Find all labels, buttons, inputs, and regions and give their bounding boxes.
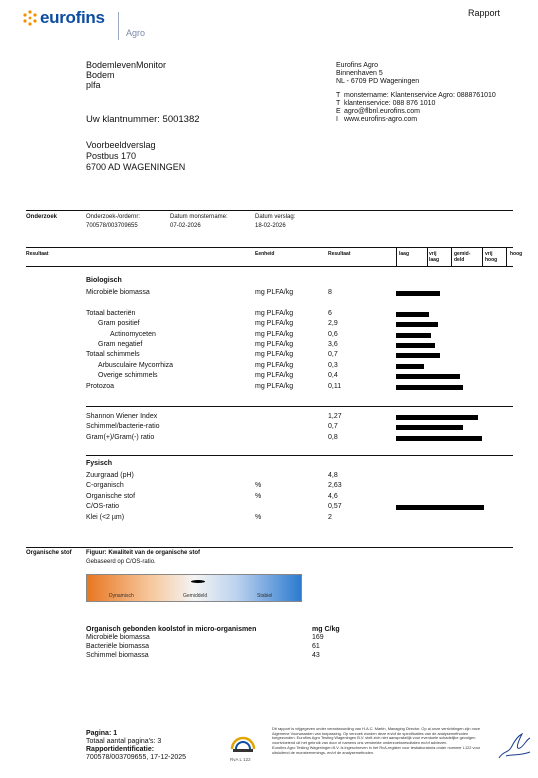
- result-unit: %: [255, 482, 262, 490]
- result-value: 2: [328, 513, 332, 521]
- sample-date-label: Datum monstername:: [170, 214, 228, 220]
- carbon-row-name: Microbiële biomassa: [86, 634, 150, 641]
- result-name: Gram positief: [98, 320, 140, 328]
- result-name: Organische stof: [86, 492, 136, 500]
- contact-value[interactable]: www.eurofins-agro.com: [344, 116, 418, 123]
- carbon-title: Organisch gebonden koolstof in micro-organismen: [86, 626, 257, 633]
- carbon-row: [86, 651, 346, 660]
- scale-marker: [191, 580, 205, 583]
- rva-logo: [228, 727, 258, 767]
- result-name: Protozoa: [86, 382, 115, 390]
- result-name: Schimmel/bacterie-ratio: [86, 423, 160, 431]
- contact-key: I: [336, 116, 338, 123]
- result-row: [0, 298, 538, 308]
- group-title: Fysisch: [86, 460, 113, 467]
- result-value: 0,11: [328, 382, 342, 390]
- carbon-row-value: 61: [312, 643, 320, 650]
- lab-line: NL - 6709 PD Wageningen: [336, 78, 420, 85]
- carbon-row-name: Schimmel biomassa: [86, 652, 149, 659]
- group-divider: [86, 406, 513, 407]
- result-unit: mg PLFA/kg: [255, 351, 294, 359]
- result-row: [0, 288, 538, 298]
- figure-rule: [26, 547, 513, 548]
- result-level-bar: [396, 343, 435, 348]
- result-name: Zuurgraad (pH): [86, 472, 134, 479]
- report-id-label: Rapportidentificatie:: [86, 746, 155, 753]
- result-level-bar: [396, 353, 440, 358]
- level-header-fairly-high: vrij hoog: [485, 251, 498, 263]
- report-date-value: 18-02-2026: [255, 223, 286, 229]
- result-unit: mg PLFA/kg: [255, 382, 294, 390]
- result-row: [0, 502, 538, 512]
- result-unit: mg PLFA/kg: [255, 309, 294, 317]
- address-line: Voorbeeldverslag: [86, 140, 156, 150]
- result-row: [0, 481, 538, 491]
- contact-value: klantenservice: 088 876 1010: [344, 100, 436, 107]
- signature: [496, 728, 534, 764]
- figure-subtitle: Gebaseerd op C/OS-ratio.: [86, 559, 156, 565]
- result-row: [0, 412, 538, 422]
- disclaimer-text: Eurofins Agro Testing Wageningen B.V. is ingeschreven in het RvA-register voor testlaboratoria onder nummer L122 voor uitsluitend de monsternemings- en/of de analysemethoden.: [272, 745, 481, 755]
- carbon-row-name: Bacteriële biomassa: [86, 643, 150, 650]
- result-value: 4,6: [328, 492, 338, 500]
- result-value: 0,3: [328, 361, 338, 369]
- footer-page-info: [86, 730, 186, 762]
- result-value: 2,9: [328, 320, 338, 328]
- result-unit: mg PLFA/kg: [255, 320, 294, 328]
- result-value: 4,8: [328, 472, 338, 479]
- figure-section-label: Organische stof: [26, 550, 72, 556]
- result-value: 0,7: [328, 351, 338, 359]
- result-name: Overige schimmels: [98, 372, 158, 380]
- result-level-bar: [396, 374, 460, 379]
- report-id-value: 700578/003709655, 17-12-2025: [86, 754, 187, 761]
- report-date-label: Datum verslag:: [255, 214, 296, 220]
- client-number: Uw klantnummer: 5001382: [86, 114, 200, 125]
- result-row: [0, 309, 538, 319]
- figure-title: Figuur: Kwaliteit van de organische stof: [86, 550, 201, 556]
- rva-accreditation-icon: [228, 727, 258, 757]
- result-unit: mg PLFA/kg: [255, 289, 294, 296]
- results-label: Resultaat: [26, 251, 49, 257]
- organic-matter-scale: [86, 574, 302, 602]
- result-row: [0, 350, 538, 360]
- disclaimer-text: Dit rapport is vrijgegeven onder verantwoording van H.A.C. Martin, Managing Director. Op al onze verrichtingen zijn onze Algemene Voorwaarden van toepassing. Op verzoek worden deze en/of de specificaties van de analysemethoden toegezonden. Eurofins Agro Testing Wageningen B.V. stelt zich niet aansprakelijk voor eventuele schadelijke gevolgen voortvloeiend uit het gebruik van door of namens ons verstrekte onderzoeksresultaten en/of adviezen.: [272, 726, 481, 745]
- result-unit: mg PLFA/kg: [255, 372, 294, 380]
- result-name: Microbiële biomassa: [86, 289, 150, 296]
- result-level-bar: [396, 333, 431, 338]
- page-number: Pagina: 1: [86, 730, 118, 737]
- result-level-bar: [396, 385, 463, 390]
- result-name: Arbusculaire Mycorrhiza: [98, 361, 174, 369]
- result-row: [0, 319, 538, 329]
- result-value: 0,4: [328, 372, 338, 380]
- product-line: Bodem: [86, 70, 115, 80]
- result-row: [0, 492, 538, 502]
- total-pages: Totaal aantal pagina's: 3: [86, 738, 162, 745]
- result-name: C/OS-ratio: [86, 503, 120, 511]
- result-unit: %: [255, 513, 262, 521]
- contact-value: monstername: Klantenservice Agro: 0888761010: [344, 92, 496, 99]
- rva-text: RvA L 122: [230, 757, 251, 762]
- result-unit: %: [255, 492, 262, 500]
- report-title: Rapport: [468, 8, 501, 18]
- level-header-fairly-low: vrij laag: [429, 251, 440, 263]
- level-header-average: gemid-deld: [454, 251, 471, 263]
- result-row: [0, 433, 538, 443]
- result-value: 0,8: [328, 433, 338, 441]
- result-name: Shannon Wiener Index: [86, 413, 158, 420]
- result-name: Actinomyceten: [110, 330, 156, 338]
- result-level-bar: [396, 436, 482, 441]
- logo-sub: Agro: [126, 28, 146, 38]
- address-line: 6700 AD WAGENINGEN: [86, 162, 186, 172]
- contact-key: T: [336, 92, 341, 99]
- scale-label-average: Gemiddeld: [183, 593, 208, 599]
- level-header-low: laag: [399, 251, 410, 257]
- carbon-row-value: 169: [312, 634, 324, 641]
- scale-label-stable: Stabiel: [257, 593, 273, 599]
- order-number-value: 700578/003709655: [86, 223, 138, 229]
- result-name: Totaal bacteriën: [86, 309, 136, 317]
- result-value: 1,27: [328, 413, 342, 420]
- result-value: 8: [328, 289, 332, 296]
- result-row: [0, 371, 538, 381]
- result-level-bar: [396, 505, 484, 510]
- result-level-bar: [396, 415, 478, 420]
- signature-icon: [496, 728, 534, 764]
- order-number-label: Onderzoek-/ordernr:: [86, 214, 141, 220]
- scale-label-dynamic: Dynamisch: [109, 593, 134, 599]
- result-value: 0,7: [328, 423, 338, 431]
- result-row: [0, 340, 538, 350]
- result-name: Klei (<2 µm): [86, 513, 125, 521]
- carbon-unit: mg C/kg: [312, 626, 340, 633]
- result-unit: mg PLFA/kg: [255, 330, 294, 338]
- carbon-row: [86, 633, 346, 642]
- result-value: 2,63: [328, 482, 342, 490]
- result-value: 0,57: [328, 503, 342, 511]
- result-level-bar: [396, 291, 440, 296]
- result-unit: mg PLFA/kg: [255, 361, 294, 369]
- result-row: [0, 513, 538, 523]
- level-header-high: hoog: [510, 251, 523, 257]
- order-section-label: Onderzoek: [26, 214, 58, 220]
- result-level-bar: [396, 425, 463, 430]
- result-name: Gram(+)/Gram(-) ratio: [86, 433, 155, 441]
- group-divider: [86, 455, 513, 456]
- product-line: plfa: [86, 80, 101, 90]
- carbon-row-value: 43: [312, 652, 320, 659]
- address-line: Postbus 170: [86, 151, 137, 161]
- result-value: 0,6: [328, 330, 338, 338]
- result-level-bar: [396, 364, 424, 369]
- result-name: C-organisch: [86, 482, 124, 490]
- contact-key: T: [336, 100, 341, 107]
- result-row: [0, 471, 538, 481]
- contact-value[interactable]: agro@flbnl.eurofins.com: [344, 108, 420, 115]
- result-name: Gram negatief: [98, 341, 143, 348]
- sample-date-value: 07-02-2026: [170, 223, 201, 229]
- unit-header: Eenheid: [255, 251, 275, 257]
- result-row: [0, 382, 538, 392]
- result-level-bar: [396, 322, 438, 327]
- carbon-row: [86, 642, 346, 651]
- result-value: 3,6: [328, 341, 338, 348]
- product-line: BodemlevenMonitor: [86, 60, 167, 70]
- group-title: Biologisch: [86, 277, 122, 284]
- result-row: [0, 422, 538, 432]
- result-row: [0, 361, 538, 371]
- result-row: [0, 330, 538, 340]
- value-header: Resultaat: [328, 251, 351, 257]
- result-value: 6: [328, 309, 332, 317]
- contact-key: E: [336, 108, 341, 115]
- result-unit: mg PLFA/kg: [255, 341, 294, 348]
- logo-text: eurofins: [40, 8, 105, 27]
- result-name: Totaal schimmels: [86, 351, 140, 359]
- lab-line: Binnenhaven 5: [336, 70, 383, 77]
- footer-disclaimer: [272, 727, 492, 756]
- lab-line: Eurofins Agro: [336, 62, 379, 69]
- result-level-bar: [396, 312, 429, 317]
